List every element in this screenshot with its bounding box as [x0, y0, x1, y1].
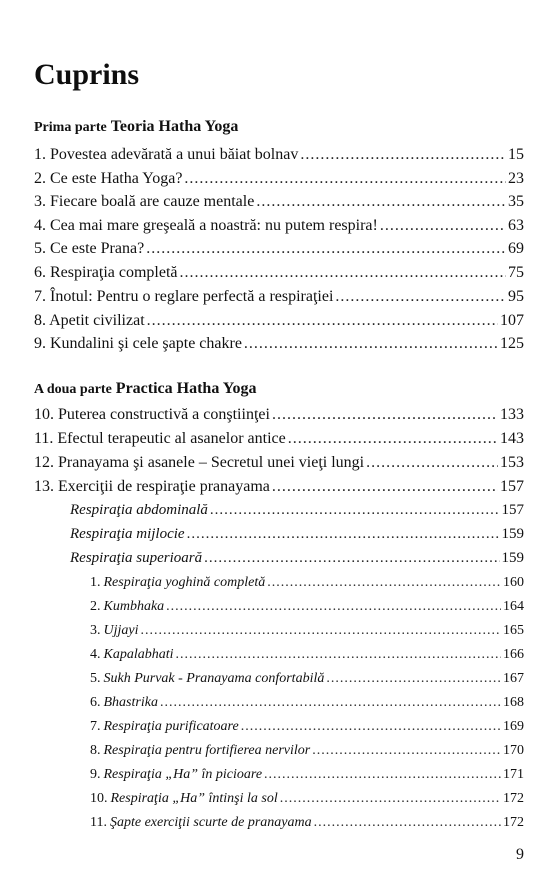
toc-entry-page: 75 [508, 264, 524, 281]
dot-leader [256, 193, 506, 211]
toc-entry-page: 165 [503, 623, 524, 638]
page-number: 9 [516, 846, 524, 863]
toc-entry-page: 153 [500, 454, 524, 471]
toc-entry-page: 160 [503, 575, 524, 590]
toc-entry-label: 10. Puterea constructivă a conştiinţei [34, 406, 270, 423]
toc-entry [34, 170, 524, 188]
toc-entry-page: 125 [500, 335, 524, 352]
toc-entry-page: 15 [508, 146, 524, 163]
part-prefix: Prima parte [34, 120, 107, 135]
toc-exercise [90, 671, 524, 687]
toc-entry [34, 335, 524, 353]
toc-entry-label: 11. Efectul terapeutic al asanelor antice [34, 430, 286, 447]
dot-leader [244, 335, 498, 353]
exercise-number: 6. [90, 695, 101, 710]
dot-leader [326, 671, 501, 687]
toc-entry-page: 23 [508, 170, 524, 187]
toc-entry-page: 166 [503, 647, 524, 662]
toc-entry-page: 107 [500, 312, 524, 329]
toc-entry-page: 172 [503, 815, 524, 830]
toc-entry-page: 133 [500, 406, 524, 423]
dot-leader [264, 767, 501, 783]
toc-entry-page: 159 [501, 550, 524, 566]
toc-entry-label: 7. Înotul: Pentru o reglare perfectă a respiraţiei [34, 288, 334, 305]
toc-entry [34, 288, 524, 306]
toc-entry-label: Respiraţia „Ha” în picioare [103, 767, 263, 782]
part-heading-2 [34, 380, 257, 398]
toc-exercise [90, 767, 524, 783]
dot-leader [280, 791, 501, 807]
toc-entry-page: 164 [503, 599, 524, 614]
toc-subentry [70, 550, 524, 567]
toc-entry-label: Respiraţia „Ha” întinşi la sol [110, 791, 278, 806]
dot-leader [160, 695, 501, 711]
toc-entry-page: 169 [503, 719, 524, 734]
dot-leader [300, 146, 506, 164]
toc-entry-page: 157 [501, 502, 524, 518]
toc-entry-label: 4. Cea mai mare greşeală a noastră: nu putem respira! [34, 217, 378, 234]
toc-entry [34, 312, 524, 330]
exercise-number: 10. [90, 791, 108, 806]
toc-entry-page: 143 [500, 430, 524, 447]
dot-leader [166, 599, 501, 615]
toc-entry-page: 157 [500, 478, 524, 495]
dot-leader [267, 575, 501, 591]
toc-entry [34, 478, 524, 496]
dot-leader [146, 240, 506, 258]
toc-entry-label: 9. Kundalini şi cele şapte chakre [34, 335, 242, 352]
dot-leader [180, 264, 506, 282]
exercise-number: 7. [90, 719, 101, 734]
dot-leader [187, 526, 500, 543]
toc-entry-label: Kapalabhati [103, 647, 174, 662]
toc-entry-label: 13. Exerciţii de respiraţie pranayama [34, 478, 270, 495]
exercise-number: 1. [90, 575, 101, 590]
dot-leader [176, 647, 501, 663]
toc-entry-page: 63 [508, 217, 524, 234]
part-name: Teoria Hatha Yoga [110, 118, 239, 135]
toc-exercise [90, 599, 524, 615]
toc-entry-page: 35 [508, 193, 524, 210]
toc-entry-page: 172 [503, 791, 524, 806]
part-heading-1 [34, 118, 238, 136]
toc-entry-page: 168 [503, 695, 524, 710]
dot-leader [380, 217, 506, 235]
dot-leader [141, 623, 502, 639]
toc-exercise [90, 623, 524, 639]
exercise-number: 9. [90, 767, 101, 782]
page-title: Cuprins [34, 58, 140, 91]
toc-entry [34, 430, 524, 448]
toc-exercise [90, 647, 524, 663]
toc-entry [34, 217, 524, 235]
toc-exercise [90, 695, 524, 711]
toc-entry-label: 6. Respiraţia completă [34, 264, 178, 281]
toc-entry-label: 3. Fiecare boală are cauze mentale [34, 193, 255, 210]
toc-entry-label: 5. Ce este Prana? [34, 240, 145, 257]
toc-entry-label: Respiraţia superioară [70, 550, 203, 566]
exercise-number: 5. [90, 671, 101, 686]
toc-exercise [90, 743, 524, 759]
toc-entry-label: Respiraţia abdominală [70, 502, 208, 518]
toc-entry-label: Respiraţia yoghină completă [103, 575, 266, 590]
dot-leader [312, 743, 501, 759]
toc-entry [34, 240, 524, 258]
toc-entry-page: 95 [508, 288, 524, 305]
toc-entry [34, 406, 524, 424]
dot-leader [204, 550, 499, 567]
toc-entry-label: 1. Povestea adevărată a unui băiat bolnav [34, 146, 299, 163]
toc-exercise [90, 815, 524, 831]
toc-entry [34, 146, 524, 164]
toc-entry-label: Sukh Purvak - Pranayama confortabilă [103, 671, 325, 686]
toc-entry-page: 69 [508, 240, 524, 257]
toc-entry-label: Bhastrika [103, 695, 158, 710]
exercise-number: 11. [90, 815, 107, 830]
exercise-number: 3. [90, 623, 101, 638]
toc-entry-page: 170 [503, 743, 524, 758]
part-prefix: A doua parte [34, 382, 112, 397]
dot-leader [335, 288, 506, 306]
toc-entry-label: 12. Pranayama şi asanele – Secretul unei vieţi lungi [34, 454, 365, 471]
part-name: Practica Hatha Yoga [115, 380, 257, 397]
dot-leader [241, 719, 501, 735]
dot-leader [366, 454, 498, 472]
toc-entry-label: Respiraţia purificatoare [103, 719, 239, 734]
toc-entry [34, 264, 524, 282]
toc-entry [34, 193, 524, 211]
toc-entry-page: 159 [501, 526, 524, 542]
dot-leader [314, 815, 501, 831]
toc-entry-label: 8. Apetit civilizat [34, 312, 145, 329]
toc-subentry [70, 502, 524, 519]
toc-entry-label: 2. Ce este Hatha Yoga? [34, 170, 183, 187]
exercise-number: 2. [90, 599, 101, 614]
toc-exercise [90, 575, 524, 591]
toc-entry-label: Ujjayi [103, 623, 139, 638]
toc-subentry [70, 526, 524, 543]
dot-leader [210, 502, 500, 519]
dot-leader [184, 170, 506, 188]
toc-entry-label: Kumbhaka [103, 599, 165, 614]
dot-leader [288, 430, 498, 448]
toc-entry-label: Şapte exerciţii scurte de pranayama [109, 815, 312, 830]
toc-entry-page: 167 [503, 671, 524, 686]
toc-exercise [90, 719, 524, 735]
toc-entry-label: Respiraţia mijlocie [70, 526, 185, 542]
dot-leader [272, 478, 498, 496]
dot-leader [272, 406, 498, 424]
toc-entry [34, 454, 524, 472]
toc-exercise [90, 791, 524, 807]
exercise-number: 4. [90, 647, 101, 662]
toc-entry-page: 171 [503, 767, 524, 782]
dot-leader [147, 312, 498, 330]
exercise-number: 8. [90, 743, 101, 758]
toc-entry-label: Respiraţia pentru fortifierea nervilor [103, 743, 311, 758]
